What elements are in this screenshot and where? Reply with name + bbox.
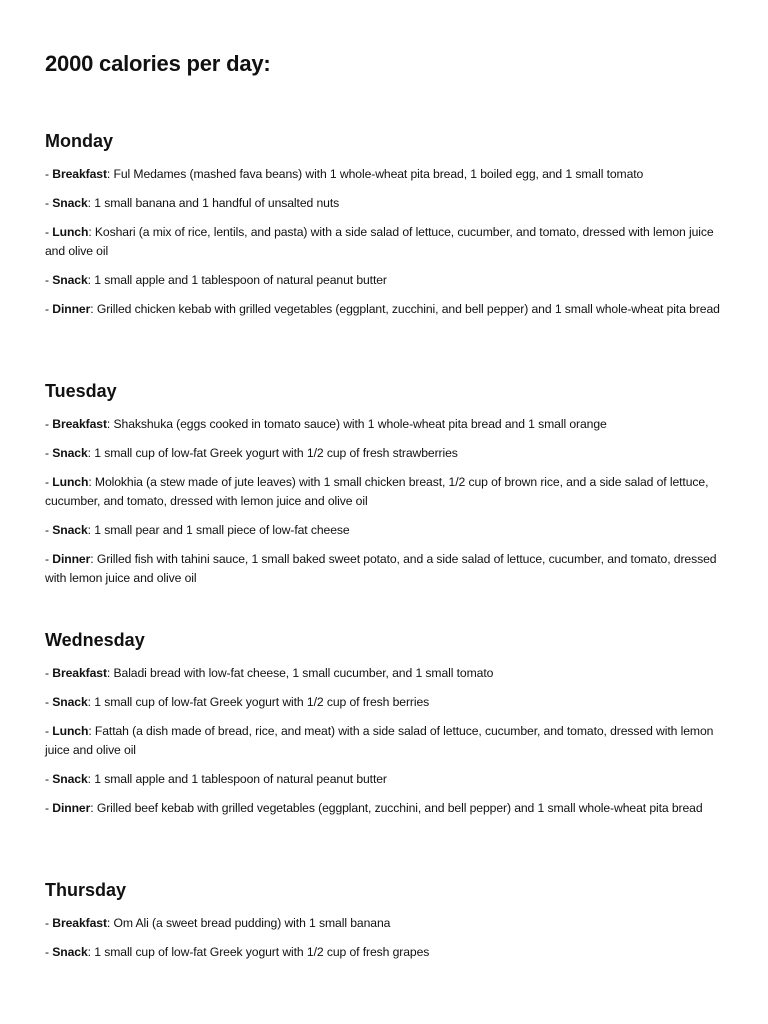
day-section-thursday	[45, 878, 725, 972]
meal-item: - Dinner: Grilled beef kebab with grilled vegetables (eggplant, zucchini, and bell pepper) and 1 small whole-wheat pita bread	[45, 801, 703, 815]
meal-description: Grilled beef kebab with grilled vegetables (eggplant, zucchini, and bell pepper) and 1 small whole-wheat pita bread	[96, 801, 703, 815]
meal-description: Baladi bread with low-fat cheese, 1 small cucumber, and 1 small tomato	[113, 666, 494, 680]
meal-item: - Snack: 1 small apple and 1 tablespoon of natural peanut butter	[45, 273, 387, 287]
meal-item: - Lunch: Fattah (a dish made of bread, rice, and meat) with a side salad of lettuce, cucumber, and tomato, dressed with lemon juice and olive oil	[45, 724, 714, 757]
meal-description: Fattah (a dish made of bread, rice, and meat) with a side salad of lettuce, cucumber, and tomato, dressed with lemon juice and olive oil	[45, 724, 714, 757]
meal-description: 1 small cup of low-fat Greek yogurt with 1/2 cup of fresh strawberries	[94, 446, 458, 460]
day-section-wednesday	[45, 628, 725, 828]
meal-item: - Lunch: Koshari (a mix of rice, lentils, and pasta) with a side salad of lettuce, cucumber, and tomato, dressed with lemon juice and olive oil	[45, 225, 714, 258]
meal-type-label: Snack	[52, 196, 88, 210]
day-section-monday	[45, 129, 725, 329]
meal-description: 1 small apple and 1 tablespoon of natural peanut butter	[94, 273, 387, 287]
meal-item: - Breakfast: Ful Medames (mashed fava beans) with 1 whole-wheat pita bread, 1 boiled egg, and 1 small tomato	[45, 167, 644, 181]
meal-type-label: Breakfast	[52, 666, 107, 680]
meal-type-label: Snack	[52, 446, 88, 460]
meal-item: - Dinner: Grilled chicken kebab with grilled vegetables (eggplant, zucchini, and bell pepper) and 1 small whole-wheat pita bread	[45, 302, 720, 316]
meal-description: Om Ali (a sweet bread pudding) with 1 small banana	[113, 916, 391, 930]
meal-item: - Dinner: Grilled fish with tahini sauce, 1 small baked sweet potato, and a side salad of lettuce, cucumber, and tomato, dressed with lemon juice and olive oil	[45, 552, 717, 585]
meal-type-label: Snack	[52, 772, 88, 786]
day-heading: Tuesday	[45, 381, 117, 401]
meal-type-label: Snack	[52, 945, 88, 959]
meal-item: - Snack: 1 small pear and 1 small piece of low-fat cheese	[45, 523, 350, 537]
day-heading: Monday	[45, 131, 114, 151]
meal-item: - Breakfast: Baladi bread with low-fat cheese, 1 small cucumber, and 1 small tomato	[45, 666, 494, 680]
meal-type-label: Dinner	[52, 801, 91, 815]
meal-item: - Lunch: Molokhia (a stew made of jute leaves) with 1 small chicken breast, 1/2 cup of brown rice, and a side salad of lettuce, cucumber, and tomato, dressed with lemon juice and olive oil	[45, 475, 709, 508]
meal-type-label: Snack	[52, 273, 88, 287]
meal-type-label: Snack	[52, 523, 88, 537]
meal-type-label: Dinner	[52, 302, 91, 316]
meal-description: 1 small banana and 1 handful of unsalted nuts	[94, 196, 340, 210]
meal-type-label: Breakfast	[52, 916, 107, 930]
meal-type-label: Lunch	[52, 475, 89, 489]
day-heading: Thursday	[45, 880, 127, 900]
meal-item: - Snack: 1 small cup of low-fat Greek yogurt with 1/2 cup of fresh berries	[45, 695, 430, 709]
page-title: 2000 calories per day:	[45, 51, 271, 76]
meal-type-label: Lunch	[52, 225, 89, 239]
meal-description: 1 small cup of low-fat Greek yogurt with 1/2 cup of fresh berries	[94, 695, 430, 709]
meal-description: Grilled fish with tahini sauce, 1 small baked sweet potato, and a side salad of lettuce, cucumber, and tomato, dressed with lemon juice and olive oil	[45, 552, 717, 585]
meal-description: 1 small apple and 1 tablespoon of natural peanut butter	[94, 772, 387, 786]
meal-type-label: Breakfast	[52, 417, 107, 431]
meal-description: Grilled chicken kebab with grilled vegetables (eggplant, zucchini, and bell pepper) and 1 small whole-wheat pita bread	[96, 302, 720, 316]
meal-type-label: Dinner	[52, 552, 91, 566]
meal-item: - Snack: 1 small cup of low-fat Greek yogurt with 1/2 cup of fresh grapes	[45, 945, 430, 959]
meal-item: - Breakfast: Shakshuka (eggs cooked in tomato sauce) with 1 whole-wheat pita bread and 1 small orange	[45, 417, 607, 431]
meal-description: Ful Medames (mashed fava beans) with 1 whole-wheat pita bread, 1 boiled egg, and 1 small tomato	[113, 167, 644, 181]
meal-description: Koshari (a mix of rice, lentils, and pasta) with a side salad of lettuce, cucumber, and tomato, dressed with lemon juice and olive oil	[45, 225, 714, 258]
meal-description: 1 small pear and 1 small piece of low-fat cheese	[94, 523, 350, 537]
meal-type-label: Snack	[52, 695, 88, 709]
meal-description: 1 small cup of low-fat Greek yogurt with 1/2 cup of fresh grapes	[94, 945, 430, 959]
meal-item: - Snack: 1 small apple and 1 tablespoon of natural peanut butter	[45, 772, 387, 786]
meal-description: Molokhia (a stew made of jute leaves) with 1 small chicken breast, 1/2 cup of brown rice, and a side salad of lettuce, cucumber, and tomato, dressed with lemon juice and olive oil	[45, 475, 709, 508]
meal-item: - Snack: 1 small cup of low-fat Greek yogurt with 1/2 cup of fresh strawberries	[45, 446, 458, 460]
meal-description: Shakshuka (eggs cooked in tomato sauce) with 1 whole-wheat pita bread and 1 small orange	[113, 417, 607, 431]
meal-type-label: Lunch	[52, 724, 89, 738]
meal-item: - Snack: 1 small banana and 1 handful of unsalted nuts	[45, 196, 340, 210]
meal-item: - Breakfast: Om Ali (a sweet bread pudding) with 1 small banana	[45, 916, 391, 930]
meal-type-label: Breakfast	[52, 167, 107, 181]
day-section-tuesday	[45, 379, 725, 598]
day-heading: Wednesday	[45, 630, 145, 650]
